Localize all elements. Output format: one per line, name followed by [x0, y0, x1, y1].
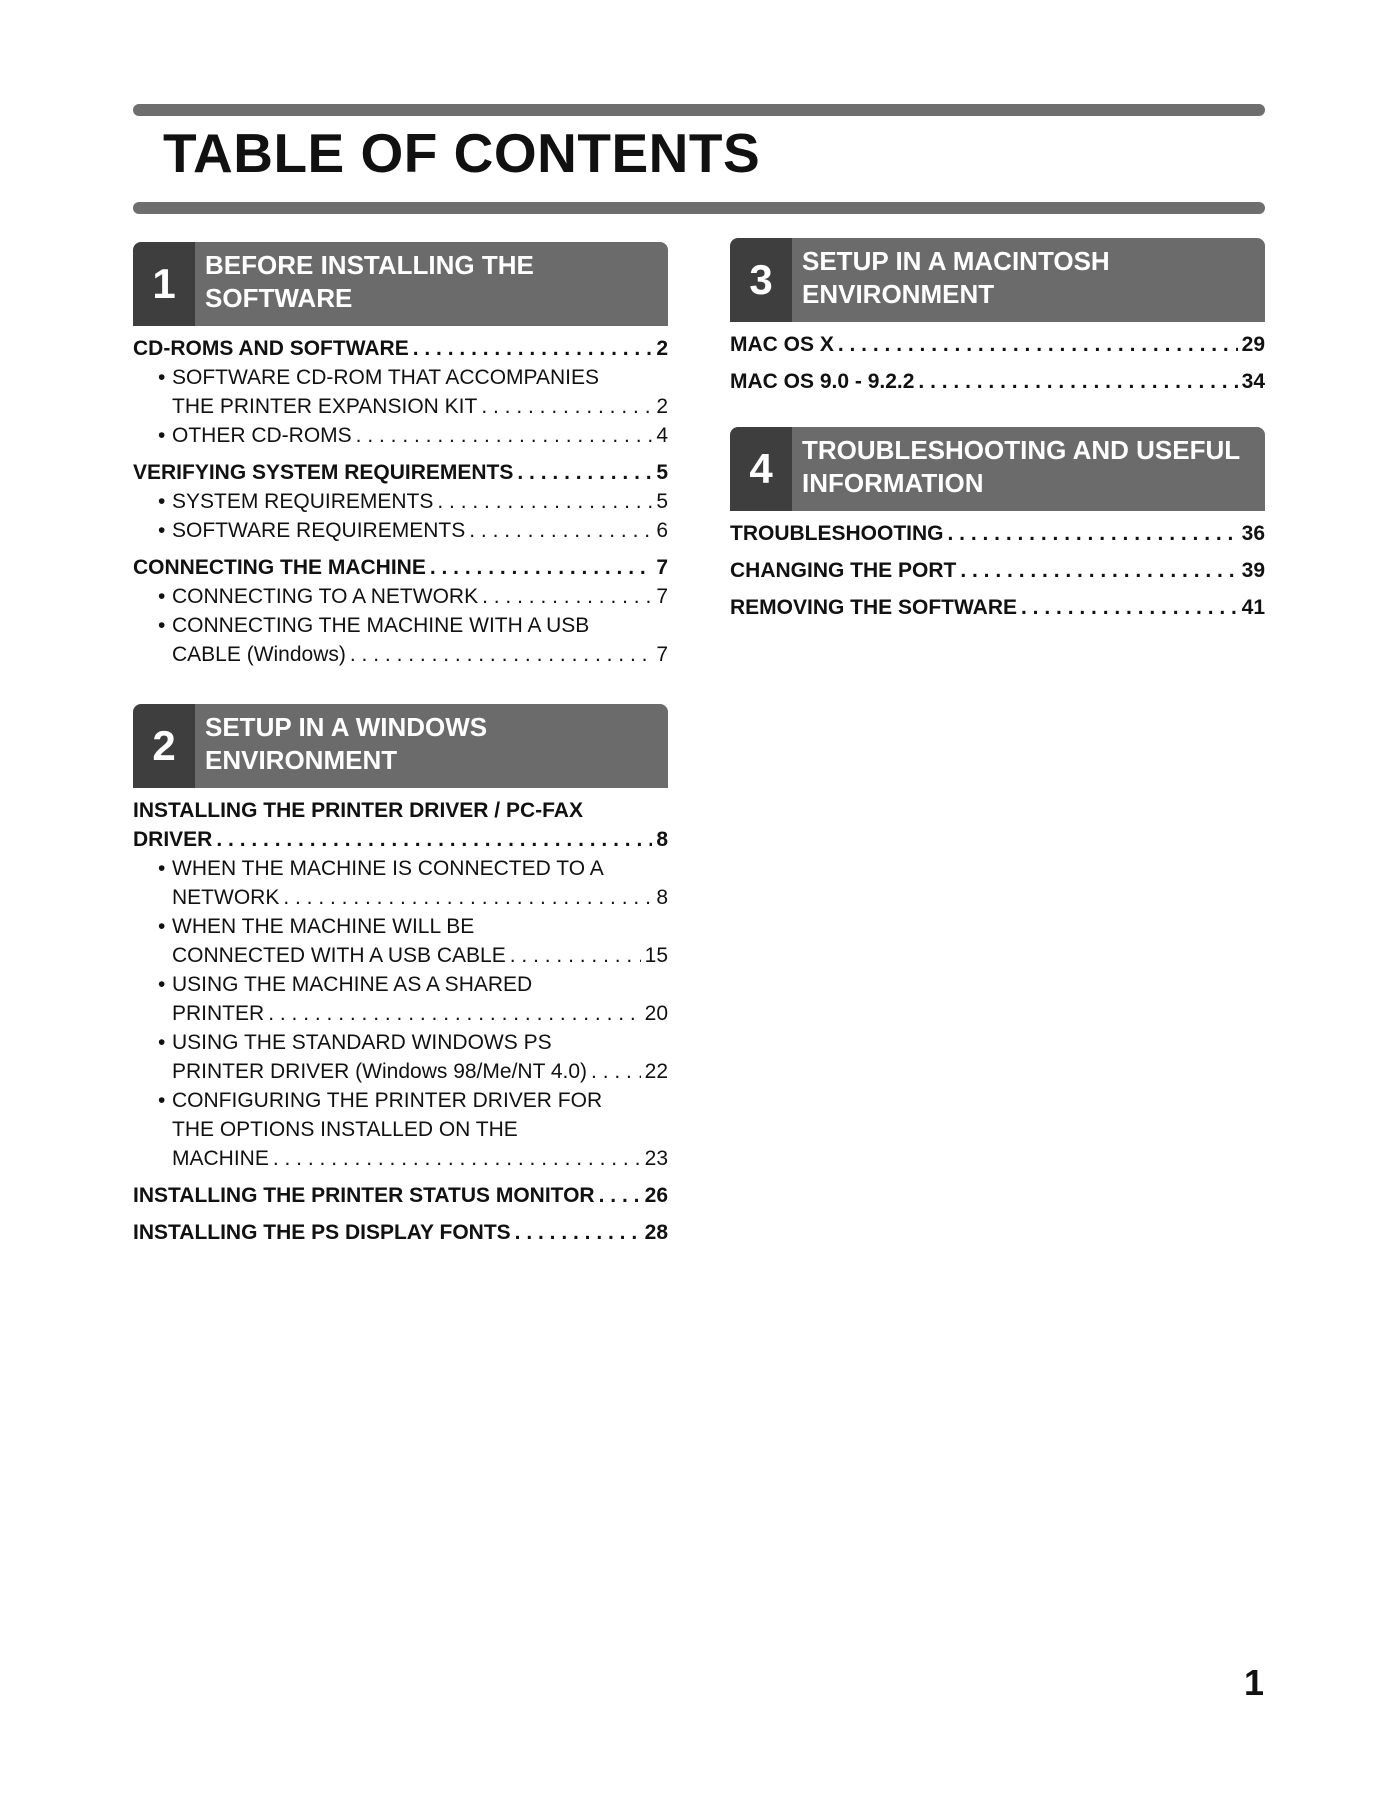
- toc-page-number: 4: [652, 421, 668, 450]
- chapter-title: SETUP IN A MACINTOSH ENVIRONMENT: [792, 238, 1265, 322]
- chapter-header: [730, 238, 1265, 322]
- toc-entry-text: CONNECTING TO A NETWORK: [172, 582, 482, 611]
- dot-leader: [510, 941, 641, 970]
- dot-leader: [481, 392, 652, 421]
- toc-entry-text: CONNECTED WITH A USB CABLE: [172, 941, 510, 970]
- toc-page-number: 7: [652, 582, 668, 611]
- toc-entry-text: MAC OS X: [730, 330, 838, 359]
- toc-entry[interactable]: [133, 363, 668, 421]
- chapter-title: TROUBLESHOOTING AND USEFUL INFORMATION: [792, 427, 1265, 511]
- toc-entry-text: CABLE (Windows): [172, 640, 350, 669]
- chapter-title: SETUP IN A WINDOWS ENVIRONMENT: [195, 704, 668, 788]
- chapter-number: 1: [133, 242, 195, 326]
- toc-entry-text: USING THE MACHINE AS A SHARED: [172, 973, 533, 996]
- toc-entry[interactable]: [133, 553, 668, 582]
- chapter-number: 4: [730, 427, 792, 511]
- dot-leader: [948, 519, 1238, 548]
- bullet-icon: •: [158, 857, 166, 880]
- toc-entry[interactable]: [133, 458, 668, 487]
- page-title: TABLE OF CONTENTS: [163, 122, 761, 184]
- toc-entry[interactable]: [730, 593, 1265, 622]
- toc-entry-text: INSTALLING THE PRINTER DRIVER / PC-FAX: [133, 799, 583, 822]
- bullet-icon: •: [158, 424, 166, 447]
- toc-entry-text: WHEN THE MACHINE WILL BE: [172, 915, 475, 938]
- dot-leader: [283, 883, 652, 912]
- toc-entry[interactable]: [730, 330, 1265, 359]
- chapter-header: [133, 704, 668, 788]
- dot-leader: [413, 334, 653, 363]
- toc-entry-text: SYSTEM REQUIREMENTS: [172, 487, 437, 516]
- toc-entry-text: DRIVER: [133, 825, 216, 854]
- toc-page-number: 5: [652, 458, 668, 487]
- toc-entry[interactable]: [730, 367, 1265, 396]
- chapter-entries: [133, 796, 668, 1247]
- dot-leader: [268, 999, 640, 1028]
- toc-page-number: 23: [641, 1144, 668, 1173]
- toc-entry-text: CHANGING THE PORT: [730, 556, 960, 585]
- dot-leader: [517, 458, 652, 487]
- toc-entry-text: INSTALLING THE PRINTER STATUS MONITOR: [133, 1181, 599, 1210]
- toc-entry-text: CD-ROMS AND SOFTWARE: [133, 334, 413, 363]
- toc-entry[interactable]: [133, 970, 668, 1028]
- dot-leader: [469, 516, 652, 545]
- page-number: 1: [1243, 1662, 1264, 1703]
- toc-page-number: 8: [652, 883, 668, 912]
- toc-entry[interactable]: [133, 611, 668, 669]
- bullet-icon: •: [158, 585, 166, 608]
- toc-entry[interactable]: [133, 796, 668, 854]
- dot-leader: [838, 330, 1238, 359]
- dot-leader: [216, 825, 652, 854]
- toc-page-number: 41: [1238, 593, 1265, 622]
- toc-entry[interactable]: [133, 334, 668, 363]
- chapter-header: [730, 427, 1265, 511]
- toc-page-number: 7: [652, 640, 668, 669]
- bullet-icon: •: [158, 519, 166, 542]
- bullet-icon: •: [158, 915, 166, 938]
- chapter-entries: [730, 330, 1265, 396]
- toc-entry-text: MACHINE: [172, 1144, 273, 1173]
- toc-entry[interactable]: [133, 516, 668, 545]
- bullet-icon: •: [158, 1031, 166, 1054]
- dot-leader: [430, 553, 652, 582]
- toc-page-number: 28: [641, 1218, 668, 1247]
- toc-entry[interactable]: [133, 1028, 668, 1086]
- toc-entry[interactable]: [133, 1086, 668, 1173]
- dot-leader: [515, 1218, 641, 1247]
- bullet-icon: •: [158, 973, 166, 996]
- toc-entry[interactable]: [133, 487, 668, 516]
- chapter-2: [133, 704, 668, 1247]
- dot-leader: [1021, 593, 1238, 622]
- dot-leader: [350, 640, 652, 669]
- toc-entry-text: SOFTWARE CD-ROM THAT ACCOMPANIES: [172, 366, 600, 389]
- bullet-icon: •: [158, 614, 166, 637]
- dot-leader: [356, 421, 653, 450]
- toc-page-number: 8: [652, 825, 668, 854]
- toc-entry[interactable]: [133, 1218, 668, 1247]
- toc-entry-text: REMOVING THE SOFTWARE: [730, 593, 1021, 622]
- toc-page-number: 6: [652, 516, 668, 545]
- dot-leader: [599, 1181, 641, 1210]
- toc-entry[interactable]: [730, 556, 1265, 585]
- dot-leader: [273, 1144, 641, 1173]
- toc-entry-text: TROUBLESHOOTING: [730, 519, 948, 548]
- dot-leader: [960, 556, 1237, 585]
- toc-entry-text: CONNECTING THE MACHINE WITH A USB: [172, 614, 590, 637]
- chapter-entries: [730, 519, 1265, 622]
- toc-entry[interactable]: [133, 912, 668, 970]
- toc-entry-text: OTHER CD-ROMS: [172, 421, 356, 450]
- dot-leader: [591, 1057, 641, 1086]
- toc-page-number: 34: [1238, 367, 1265, 396]
- toc-entry-text: PRINTER: [172, 999, 268, 1028]
- toc-entry[interactable]: [133, 854, 668, 912]
- chapter-header: [133, 242, 668, 326]
- toc-entry-text: CONFIGURING THE PRINTER DRIVER FOR: [172, 1089, 603, 1112]
- dot-leader: [918, 367, 1237, 396]
- toc-entry[interactable]: [133, 582, 668, 611]
- toc-page-number: 2: [652, 392, 668, 421]
- toc-entry-text: THE PRINTER EXPANSION KIT: [172, 392, 481, 421]
- top-rule: [133, 104, 1265, 116]
- toc-entry-text: INSTALLING THE PS DISPLAY FONTS: [133, 1218, 515, 1247]
- toc-page-number: 22: [641, 1057, 668, 1086]
- chapter-title: BEFORE INSTALLING THE SOFTWARE: [195, 242, 668, 326]
- chapter-1: [133, 242, 668, 669]
- toc-entry-text: WHEN THE MACHINE IS CONNECTED TO A: [172, 857, 604, 880]
- toc-entry-text: VERIFYING SYSTEM REQUIREMENTS: [133, 458, 517, 487]
- toc-page-number: 26: [641, 1181, 668, 1210]
- title-underline-rule: [133, 202, 1265, 214]
- toc-entry-text: NETWORK: [172, 883, 283, 912]
- chapter-number: 3: [730, 238, 792, 322]
- toc-entry[interactable]: [133, 421, 668, 450]
- chapter-number: 2: [133, 704, 195, 788]
- toc-entry-text: CONNECTING THE MACHINE: [133, 553, 430, 582]
- toc-page-number: 36: [1238, 519, 1265, 548]
- bullet-icon: •: [158, 1089, 166, 1112]
- toc-entry-text: PRINTER DRIVER (Windows 98/Me/NT 4.0): [172, 1057, 591, 1086]
- toc-page-number: 2: [652, 334, 668, 363]
- toc-entry-text: MAC OS 9.0 - 9.2.2: [730, 367, 918, 396]
- toc-entry[interactable]: [730, 519, 1265, 548]
- toc-entry-text: THE OPTIONS INSTALLED ON THE: [172, 1118, 518, 1141]
- bullet-icon: •: [158, 490, 166, 513]
- toc-page-number: 29: [1238, 330, 1265, 359]
- dot-leader: [482, 582, 652, 611]
- toc-page-number: 20: [641, 999, 668, 1028]
- toc-page-number: 7: [652, 553, 668, 582]
- toc-entry-text: USING THE STANDARD WINDOWS PS: [172, 1031, 552, 1054]
- toc-page-number: 39: [1238, 556, 1265, 585]
- toc-entry-text: SOFTWARE REQUIREMENTS: [172, 516, 469, 545]
- toc-entry[interactable]: [133, 1181, 668, 1210]
- toc-page-number: 15: [641, 941, 668, 970]
- dot-leader: [437, 487, 652, 516]
- chapter-entries: [133, 334, 668, 669]
- chapter-3: [730, 238, 1265, 396]
- chapter-4: [730, 427, 1265, 622]
- bullet-icon: •: [158, 366, 166, 389]
- toc-page-number: 5: [652, 487, 668, 516]
